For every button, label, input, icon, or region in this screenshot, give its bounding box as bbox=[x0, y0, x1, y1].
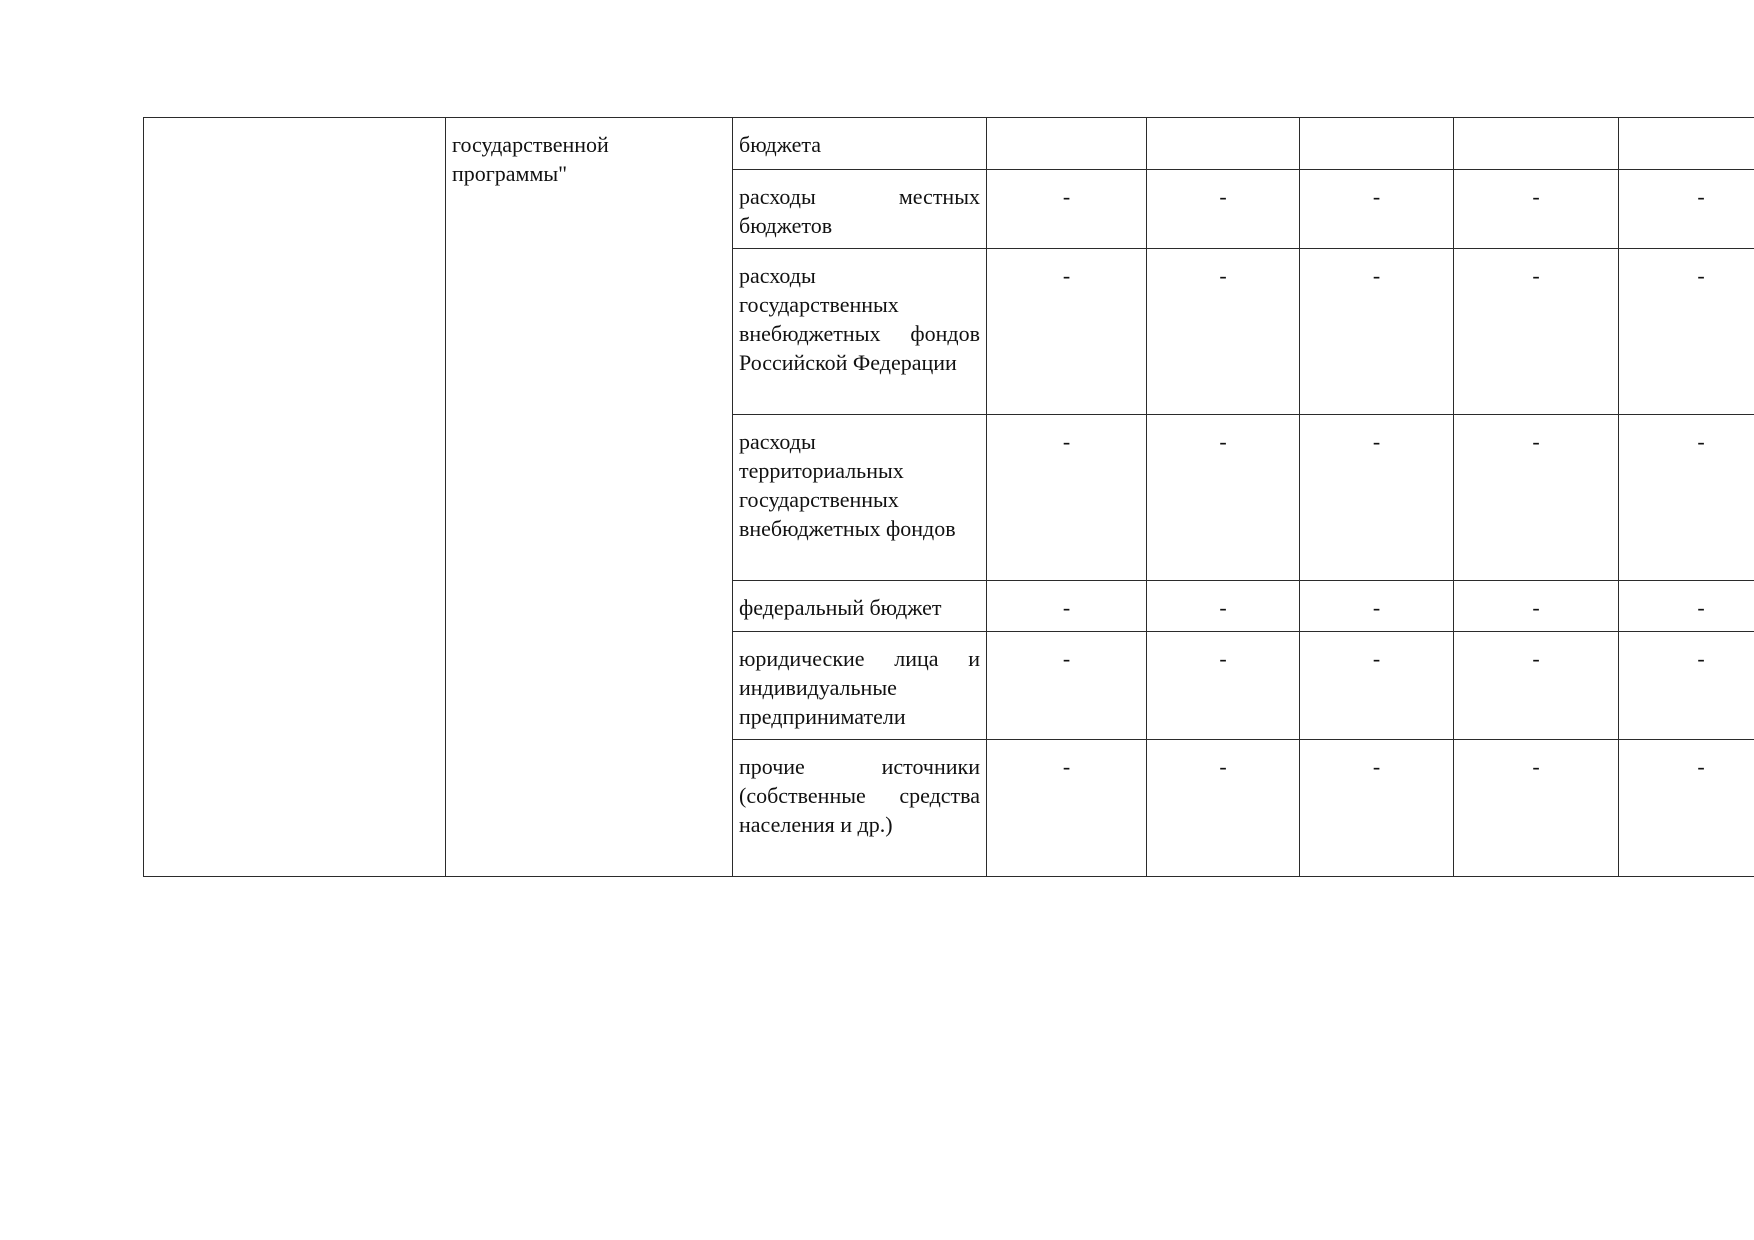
value-cell: - bbox=[1619, 415, 1754, 581]
value-cell: - bbox=[987, 415, 1147, 581]
value-cell: - bbox=[1454, 581, 1619, 632]
value-cell: - bbox=[1147, 170, 1300, 249]
value-cell: - bbox=[1147, 581, 1300, 632]
funding-source-cell: прочие источники (собственные средства населения и др.) bbox=[733, 740, 987, 877]
value-cell bbox=[1300, 118, 1454, 170]
funding-source-cell: расходы местных бюджетов bbox=[733, 170, 987, 249]
value-cell: - bbox=[1300, 632, 1454, 740]
value-cell: - bbox=[1147, 740, 1300, 877]
funding-source-cell: расходы государственных внебюджетных фондов Российской Федерации bbox=[733, 249, 987, 415]
value-cell: - bbox=[1147, 632, 1300, 740]
table-container bbox=[143, 117, 1754, 877]
program-title-cell: государственной программы" bbox=[446, 118, 733, 877]
value-cell: - bbox=[987, 632, 1147, 740]
value-cell: - bbox=[1147, 415, 1300, 581]
value-cell: - bbox=[987, 581, 1147, 632]
value-cell: - bbox=[987, 740, 1147, 877]
value-cell: - bbox=[1454, 632, 1619, 740]
value-cell: - bbox=[987, 170, 1147, 249]
program-name-cell bbox=[144, 118, 446, 877]
value-cell: - bbox=[1300, 581, 1454, 632]
value-cell bbox=[1619, 118, 1754, 170]
value-cell: - bbox=[1619, 632, 1754, 740]
value-cell: - bbox=[1147, 249, 1300, 415]
table-row bbox=[144, 118, 1754, 170]
value-cell bbox=[987, 118, 1147, 170]
value-cell: - bbox=[1300, 170, 1454, 249]
value-cell: - bbox=[1454, 415, 1619, 581]
funding-source-cell: расходы территориальных государственных внебюджетных фондов bbox=[733, 415, 987, 581]
funding-table bbox=[143, 117, 1754, 877]
value-cell: - bbox=[1300, 249, 1454, 415]
value-cell: - bbox=[1619, 170, 1754, 249]
value-cell: - bbox=[1619, 740, 1754, 877]
value-cell: - bbox=[987, 249, 1147, 415]
value-cell: - bbox=[1454, 249, 1619, 415]
value-cell bbox=[1147, 118, 1300, 170]
value-cell: - bbox=[1454, 170, 1619, 249]
funding-source-cell: юридические лица и индивидуальные предприниматели bbox=[733, 632, 987, 740]
value-cell: - bbox=[1619, 581, 1754, 632]
funding-source-cell: федеральный бюджет bbox=[733, 581, 987, 632]
funding-source-cell: бюджета bbox=[733, 118, 987, 170]
value-cell: - bbox=[1619, 249, 1754, 415]
value-cell bbox=[1454, 118, 1619, 170]
value-cell: - bbox=[1454, 740, 1619, 877]
value-cell: - bbox=[1300, 740, 1454, 877]
value-cell: - bbox=[1300, 415, 1454, 581]
